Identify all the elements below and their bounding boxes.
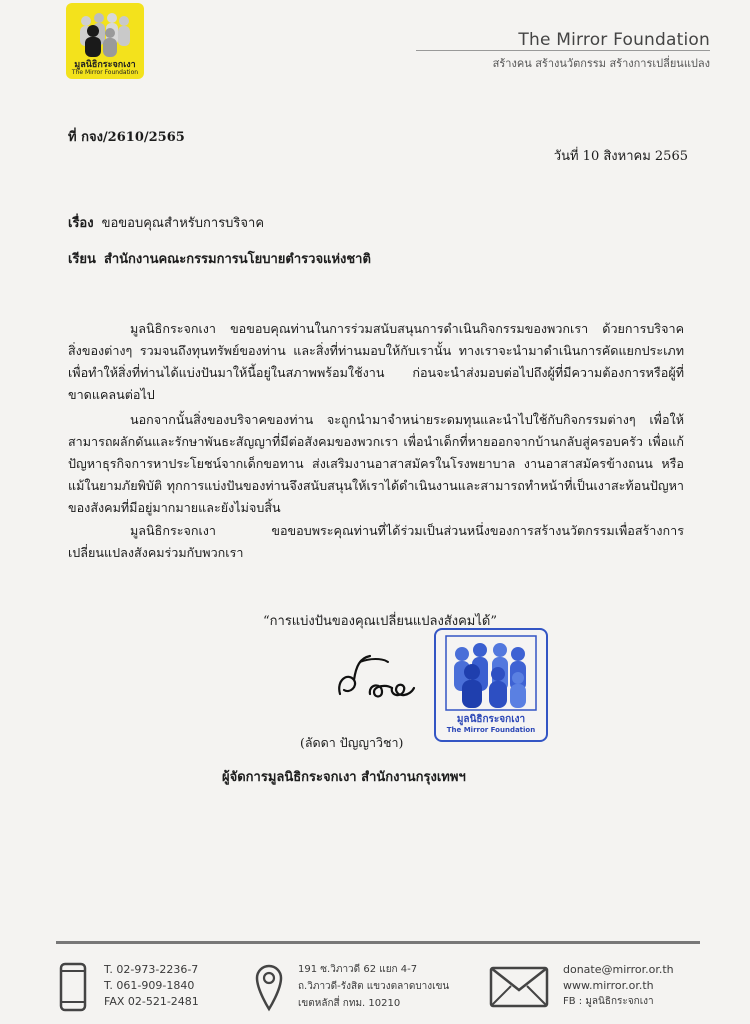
address-line-1: 191 ซ.วิภาวดี 62 แยก 4-7	[298, 964, 418, 975]
stamp-text-th: มูลนิธิกระจกเงา	[456, 714, 526, 725]
signer-name: (ลัดดา ปัญญาวิชา)	[300, 735, 404, 750]
header-divider	[416, 50, 710, 51]
footer-phones	[104, 962, 199, 1010]
recipient-text: สำนักงานคณะกรรมการนโยบายตำรวจแห่งชาติ	[103, 252, 371, 267]
footer-address	[298, 961, 449, 1012]
footer-contacts	[563, 962, 674, 1010]
stamp-text-en: The Mirror Foundation	[446, 726, 536, 734]
logo-text-en: The Mirror Foundation	[71, 69, 139, 76]
phone-icon	[58, 962, 88, 1012]
mirror-foundation-logo	[66, 3, 144, 79]
org-name: The Mirror Foundation	[518, 30, 710, 50]
address-line-2: ถ.วิภาวดี-รังสิต แขวงตลาดบางเขน	[298, 981, 450, 992]
body-paragraph-2: นอกจากนั้นสิ่งของบริจาคของท่าน จะถูกนำมาจำหน่ายระดมทุนและนำไปใช้กับกิจกรรมต่างๆ เพื่อให้สามารถผลักดันและรักษาพันธะสัญญาที่มีต่อสังคมของพวกเรา เพื่อนำเด็กที่หายออกจากบ้านกลับสู่ครอบครัว เพื่อแก้ปัญหาธุรกิจการหาประโยชน์จากเด็กขอทาน ส่งเสริมงานอาสาสมัครในโรงพยาบาล งานอาสาสมัครข้างถนน หรือแม้ในยามภัยพิบัติ ทุกการแบ่งปันของท่านจึงสนับสนุนให้เราได้ดำเนินงานและสามารถทำหน้าที่เป็นเงาสะท้อนปัญหาของสังคมที่มีอยู่มากมายและยังไม่จบสิ้น	[68, 412, 684, 515]
website-link[interactable]: www.mirror.or.th	[563, 979, 654, 992]
closing-quote: “การแบ่งปันของคุณเปลี่ยนแปลงสังคมได้”	[263, 614, 497, 629]
email-link[interactable]: donate@mirror.or.th	[563, 963, 674, 976]
footer-divider	[56, 941, 700, 944]
foundation-stamp	[434, 628, 548, 742]
logo-text-th: มูลนิธิกระจกเงา	[74, 60, 136, 70]
handwritten-signature	[330, 654, 440, 710]
mail-icon	[489, 966, 549, 1008]
address-line-3: เขตหลักสี่ กทม. 10210	[298, 998, 401, 1009]
signer-title: ผู้จัดการมูลนิธิกระจกเงา สำนักงานกรุงเทพฯ	[222, 770, 466, 785]
recipient-line	[68, 248, 371, 269]
subject-text: ขอขอบคุณสำหรับการบริจาค	[101, 216, 265, 231]
phone-1: T. 02-973-2236-7	[104, 963, 199, 976]
letter-date: วันที่ 10 สิงหาคม 2565	[553, 149, 688, 164]
subject-line	[68, 212, 264, 233]
facebook-link[interactable]: FB : มูลนิธิกระจกเงา	[563, 996, 654, 1007]
body-paragraph-1: มูลนิธิกระจกเงา ขอขอบคุณท่านในการร่วมสนับสนุนการดำเนินกิจกรรมของพวกเรา ด้วยการบริจาคสิ่งของต่างๆ รวมจนถึงทุนทรัพย์ของท่าน และสิ่งที่ท่านมอบให้กับเรานั้น ทางเราจะนำมาดำเนินการคัดแยกประเภท เพื่อทำให้สิ่งที่ท่านได้แบ่งปันมาให้นี้อยู่ในสภาพพร้อมใช้งาน ก่อนจะนำส่งมอบต่อไปถึงผู้ที่มีความต้องการหรือผู้ที่ขาดแคลนต่อไป	[68, 321, 684, 402]
subject-label: เรื่อง	[68, 216, 94, 231]
org-tagline: สร้างคน สร้างนวัตกรรม สร้างการเปลี่ยนแปลง	[492, 57, 710, 70]
reference-number: ที่ กจง/2610/2565	[68, 130, 185, 145]
fax: FAX 02-521-2481	[104, 995, 199, 1008]
body-paragraph-3: มูลนิธิกระจกเงา ขอขอบพระคุณท่านที่ได้ร่วมเป็นส่วนหนึ่งของการสร้างนวัตกรรมเพื่อสร้างการเปลี่ยนแปลงสังคมร่วมกับพวกเรา	[68, 523, 684, 560]
phone-2: T. 061-909-1840	[104, 979, 195, 992]
recipient-label: เรียน	[68, 252, 96, 267]
stamp-people-icon	[442, 634, 540, 712]
location-pin-icon	[254, 962, 284, 1012]
people-group-icon	[74, 9, 136, 57]
